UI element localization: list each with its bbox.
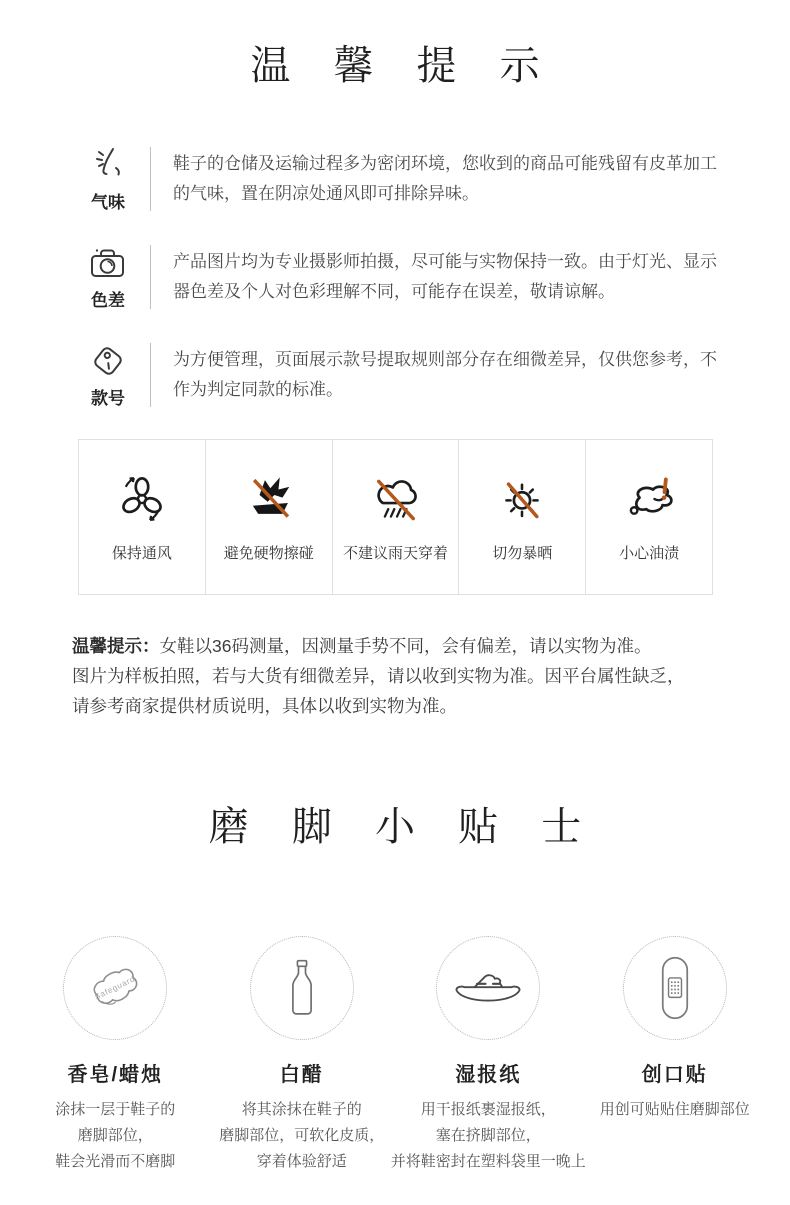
notice-row-smell <box>66 145 724 213</box>
tag-icon <box>88 341 128 381</box>
care-cell-no-rain <box>332 439 460 595</box>
notice-text-color: 产品图片均为专业摄影师拍摄，尽可能与实物保持一致。由于灯光、显示器色差及个人对色彩理解不同，可能存在误差，敬请谅解。 <box>173 252 717 301</box>
notice-label-model: 款号 <box>91 389 125 408</box>
vinegar-bottle-icon <box>250 936 354 1040</box>
soap-brand-text: Safeguard <box>93 974 138 1002</box>
divider <box>150 343 151 407</box>
no-hard-object-icon <box>242 472 296 526</box>
notice-label-smell: 气味 <box>91 193 125 212</box>
reminder-line-2: 图片为样板拍照，若与大货有细微差异，请以收到实物为准。因平台属性缺乏， <box>72 666 685 686</box>
notice-label-color: 色差 <box>91 291 125 310</box>
tip-label: 创口贴 <box>641 1064 708 1086</box>
camera-icon <box>87 243 129 283</box>
notice-text-model: 为方便管理，页面展示款号提取规则部分存在细微差异，仅供您参考，不作为判定同款的标准。 <box>173 350 717 399</box>
reminder-line-1: 女鞋以36码测量，因测量手势不同，会有偏差，请以实物为准。 <box>159 636 652 656</box>
care-cell-no-hard-object <box>205 439 333 595</box>
reminder-line-3: 请参考商家提供材质说明，具体以收到实物为准。 <box>72 696 457 716</box>
soap-icon <box>63 936 167 1040</box>
no-rain-icon <box>368 472 422 526</box>
page-title-rub-tips: 磨 脚 小 贴 士 <box>208 805 598 849</box>
tip-wet-newspaper <box>390 936 586 1175</box>
divider <box>150 147 151 211</box>
care-cell-ventilate <box>78 439 206 595</box>
fan-icon <box>115 472 169 526</box>
reminder-label: 温馨提示： <box>72 636 160 656</box>
tip-soap <box>22 936 209 1175</box>
tip-bandaid <box>582 936 769 1175</box>
divider <box>150 245 151 309</box>
tip-label: 湿报纸 <box>455 1064 522 1086</box>
care-table <box>78 439 713 595</box>
tip-desc: 涂抹一层于鞋子的 磨脚部位， 鞋会光滑而不磨脚 <box>55 1101 176 1170</box>
tip-vinegar <box>209 936 396 1175</box>
oil-stain-icon <box>622 472 676 526</box>
no-sun-icon <box>495 472 549 526</box>
smell-icon <box>88 145 128 185</box>
care-label: 小心油渍 <box>619 544 680 562</box>
page-title-warm-tips: 温 馨 提 示 <box>250 44 556 88</box>
tip-desc: 将其涂抹在鞋子的 磨脚部位，可软化皮质， 穿着体验舒适 <box>219 1101 385 1170</box>
tip-desc: 用干报纸裹湿报纸， 塞在挤脚部位， 并将鞋密封在塑料袋里一晚上 <box>390 1101 586 1170</box>
bandaid-icon <box>623 936 727 1040</box>
notice-text-smell: 鞋子的仓储及运输过程多为密闭环境，您收到的商品可能残留有皮革加工的气味，置在阴凉处通风即可排除异味。 <box>173 154 717 203</box>
notice-row-color <box>66 243 724 311</box>
care-cell-no-sun <box>458 439 586 595</box>
tip-label: 白醋 <box>279 1064 324 1086</box>
wet-newspaper-icon <box>436 936 540 1040</box>
care-label: 避免硬物擦碰 <box>223 544 314 562</box>
care-label: 保持通风 <box>111 544 172 562</box>
tip-desc: 用创可贴贴住磨脚部位 <box>599 1101 750 1118</box>
tips-row <box>22 936 768 1175</box>
reminder-paragraph <box>72 631 718 721</box>
notice-row-model <box>66 341 724 409</box>
tip-label: 香皂/蜡烛 <box>67 1064 164 1086</box>
notice-list <box>66 145 724 409</box>
care-label: 切勿暴晒 <box>492 544 553 562</box>
care-cell-oil-stain <box>585 439 713 595</box>
care-label: 不建议雨天穿着 <box>342 544 448 562</box>
